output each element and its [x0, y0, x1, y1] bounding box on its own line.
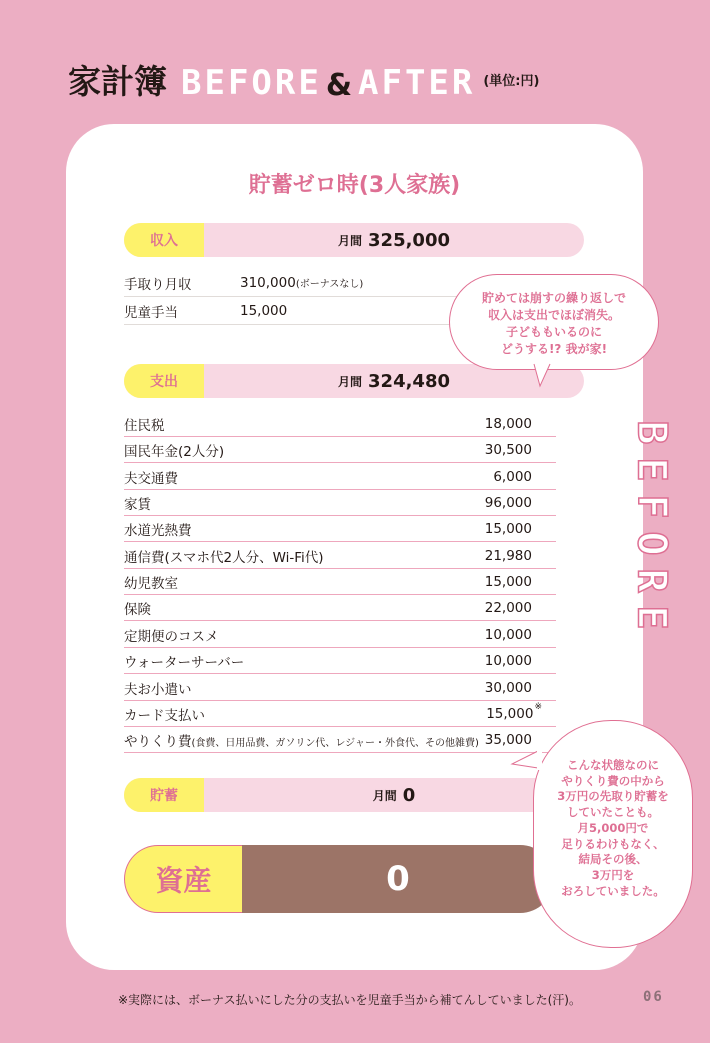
before-letter: R	[628, 568, 675, 593]
expense-name: 夫お小遣い	[124, 681, 192, 698]
expense-name: 通信費(スマホ代2人分、Wi-Fi代)	[124, 549, 324, 566]
page-number: 06	[643, 989, 664, 1005]
expense-total: 324,480	[368, 370, 450, 392]
bubble-line: 月5,000円で	[577, 820, 649, 835]
assets-bar	[124, 845, 554, 913]
income-total: 325,000	[368, 229, 450, 251]
header-title: 家計簿	[68, 62, 167, 101]
expense-value: 10,000	[484, 652, 532, 669]
bubble-line: 貯めては崩すの繰り返しで	[481, 291, 626, 305]
bubble-line: 収入は支出でほぼ消失。	[487, 308, 620, 322]
before-letter: E	[628, 605, 675, 630]
savings-total: 0	[402, 784, 416, 806]
income-item-value: 15,000	[240, 302, 288, 319]
savings-period: 月間	[372, 788, 397, 803]
expense-name: 夫交通費	[124, 470, 178, 487]
expense-row	[124, 701, 556, 727]
bubble-line: やりくり費の中から	[561, 773, 665, 788]
expense-row	[124, 648, 556, 674]
expense-tag: 支出	[124, 364, 204, 398]
speech-bubble-top	[449, 274, 659, 370]
expense-row	[124, 464, 556, 490]
bubble-tail-top	[532, 364, 552, 388]
expense-row	[124, 543, 556, 569]
expense-value: 15,000	[484, 520, 532, 537]
expense-value: 35,000	[484, 731, 532, 748]
expense-name: ウォーターサーバー	[124, 654, 245, 671]
header-ampersand: &	[325, 68, 352, 103]
expense-value: 30,500	[484, 441, 532, 458]
bubble-line: 結局その後、	[578, 852, 648, 867]
expense-value: 30,000	[484, 679, 532, 696]
speech-bubble-bottom	[533, 720, 693, 948]
income-tag: 収入	[124, 223, 204, 257]
expense-row	[124, 622, 556, 648]
expense-name: 家賃	[124, 496, 151, 513]
expense-name: 住民税	[124, 417, 165, 434]
savings-band	[124, 778, 584, 812]
expense-row	[124, 727, 556, 753]
bubble-line: 足りるわけもなく、	[561, 836, 665, 851]
expense-row	[124, 569, 556, 595]
expense-name: やりくり費	[124, 733, 192, 750]
expense-value	[476, 701, 556, 722]
savings-tag: 貯蓄	[124, 778, 204, 812]
income-period: 月間	[338, 233, 363, 248]
expense-value: 18,000	[484, 415, 532, 432]
page-header	[68, 56, 539, 103]
header-before: BEFORE	[181, 63, 322, 103]
expense-name: 水道光熱費	[124, 522, 192, 539]
expense-value: 15,000	[484, 573, 532, 590]
income-item-note: (ボーナスなし)	[295, 279, 364, 290]
expense-row	[124, 595, 556, 621]
bubble-line: していたことも。	[567, 805, 659, 820]
expense-value: 22,000	[484, 599, 532, 616]
footnote-mark: ※	[534, 701, 542, 712]
expense-value: 21,980	[484, 547, 532, 564]
before-letter: O	[628, 531, 675, 556]
expense-value-text: 15,000	[486, 705, 534, 722]
income-band	[124, 223, 584, 257]
expense-row	[124, 675, 556, 701]
expense-row	[124, 411, 556, 437]
bubble-line: おろしていました。	[561, 883, 665, 898]
before-vertical-label	[616, 414, 686, 636]
footnote: ※実際には、ボーナス払いにした分の支払いを児童手当から補てんしていました(汗)。	[118, 993, 581, 1007]
income-item-value: 310,000	[240, 274, 296, 291]
card-title: 貯蓄ゼロ時(3人家族)	[248, 173, 461, 198]
expense-row	[124, 437, 556, 463]
assets-value: 0	[242, 845, 554, 913]
bubble-line: 子どももいるのに	[505, 325, 602, 339]
bubble-line: こんな状態なのに	[567, 758, 659, 772]
expense-value: 10,000	[484, 626, 532, 643]
expense-value: 96,000	[484, 494, 532, 511]
assets-label: 資産	[124, 845, 242, 913]
income-item-name: 手取り月収	[124, 276, 192, 293]
bubble-line: 3万円を	[591, 867, 635, 882]
expense-name: 幼児教室	[124, 575, 178, 592]
bubble-line: 3万円の先取り貯蓄を	[557, 789, 669, 804]
header-unit: (単位:円)	[483, 74, 540, 89]
expense-name: カード支払い	[124, 707, 205, 724]
expense-name: 定期便のコスメ	[124, 628, 219, 645]
before-letter: E	[628, 457, 675, 482]
expense-period: 月間	[338, 374, 363, 389]
bubble-tail-bottom	[512, 748, 542, 772]
expense-name: 国民年金(2人分)	[124, 443, 225, 460]
expense-row	[124, 516, 556, 542]
before-letter: F	[628, 494, 675, 519]
income-item-name: 児童手当	[124, 304, 178, 321]
header-after: AFTER	[358, 63, 476, 103]
expense-name: 保険	[124, 601, 151, 618]
expense-value: 6,000	[493, 468, 532, 485]
bubble-line: どうする!? 我が家!	[500, 342, 608, 356]
before-letter: B	[628, 420, 675, 445]
expense-subnote: (食費、日用品費、ガソリン代、レジャー・外食代、その他雑費)	[191, 737, 479, 749]
expense-row	[124, 490, 556, 516]
